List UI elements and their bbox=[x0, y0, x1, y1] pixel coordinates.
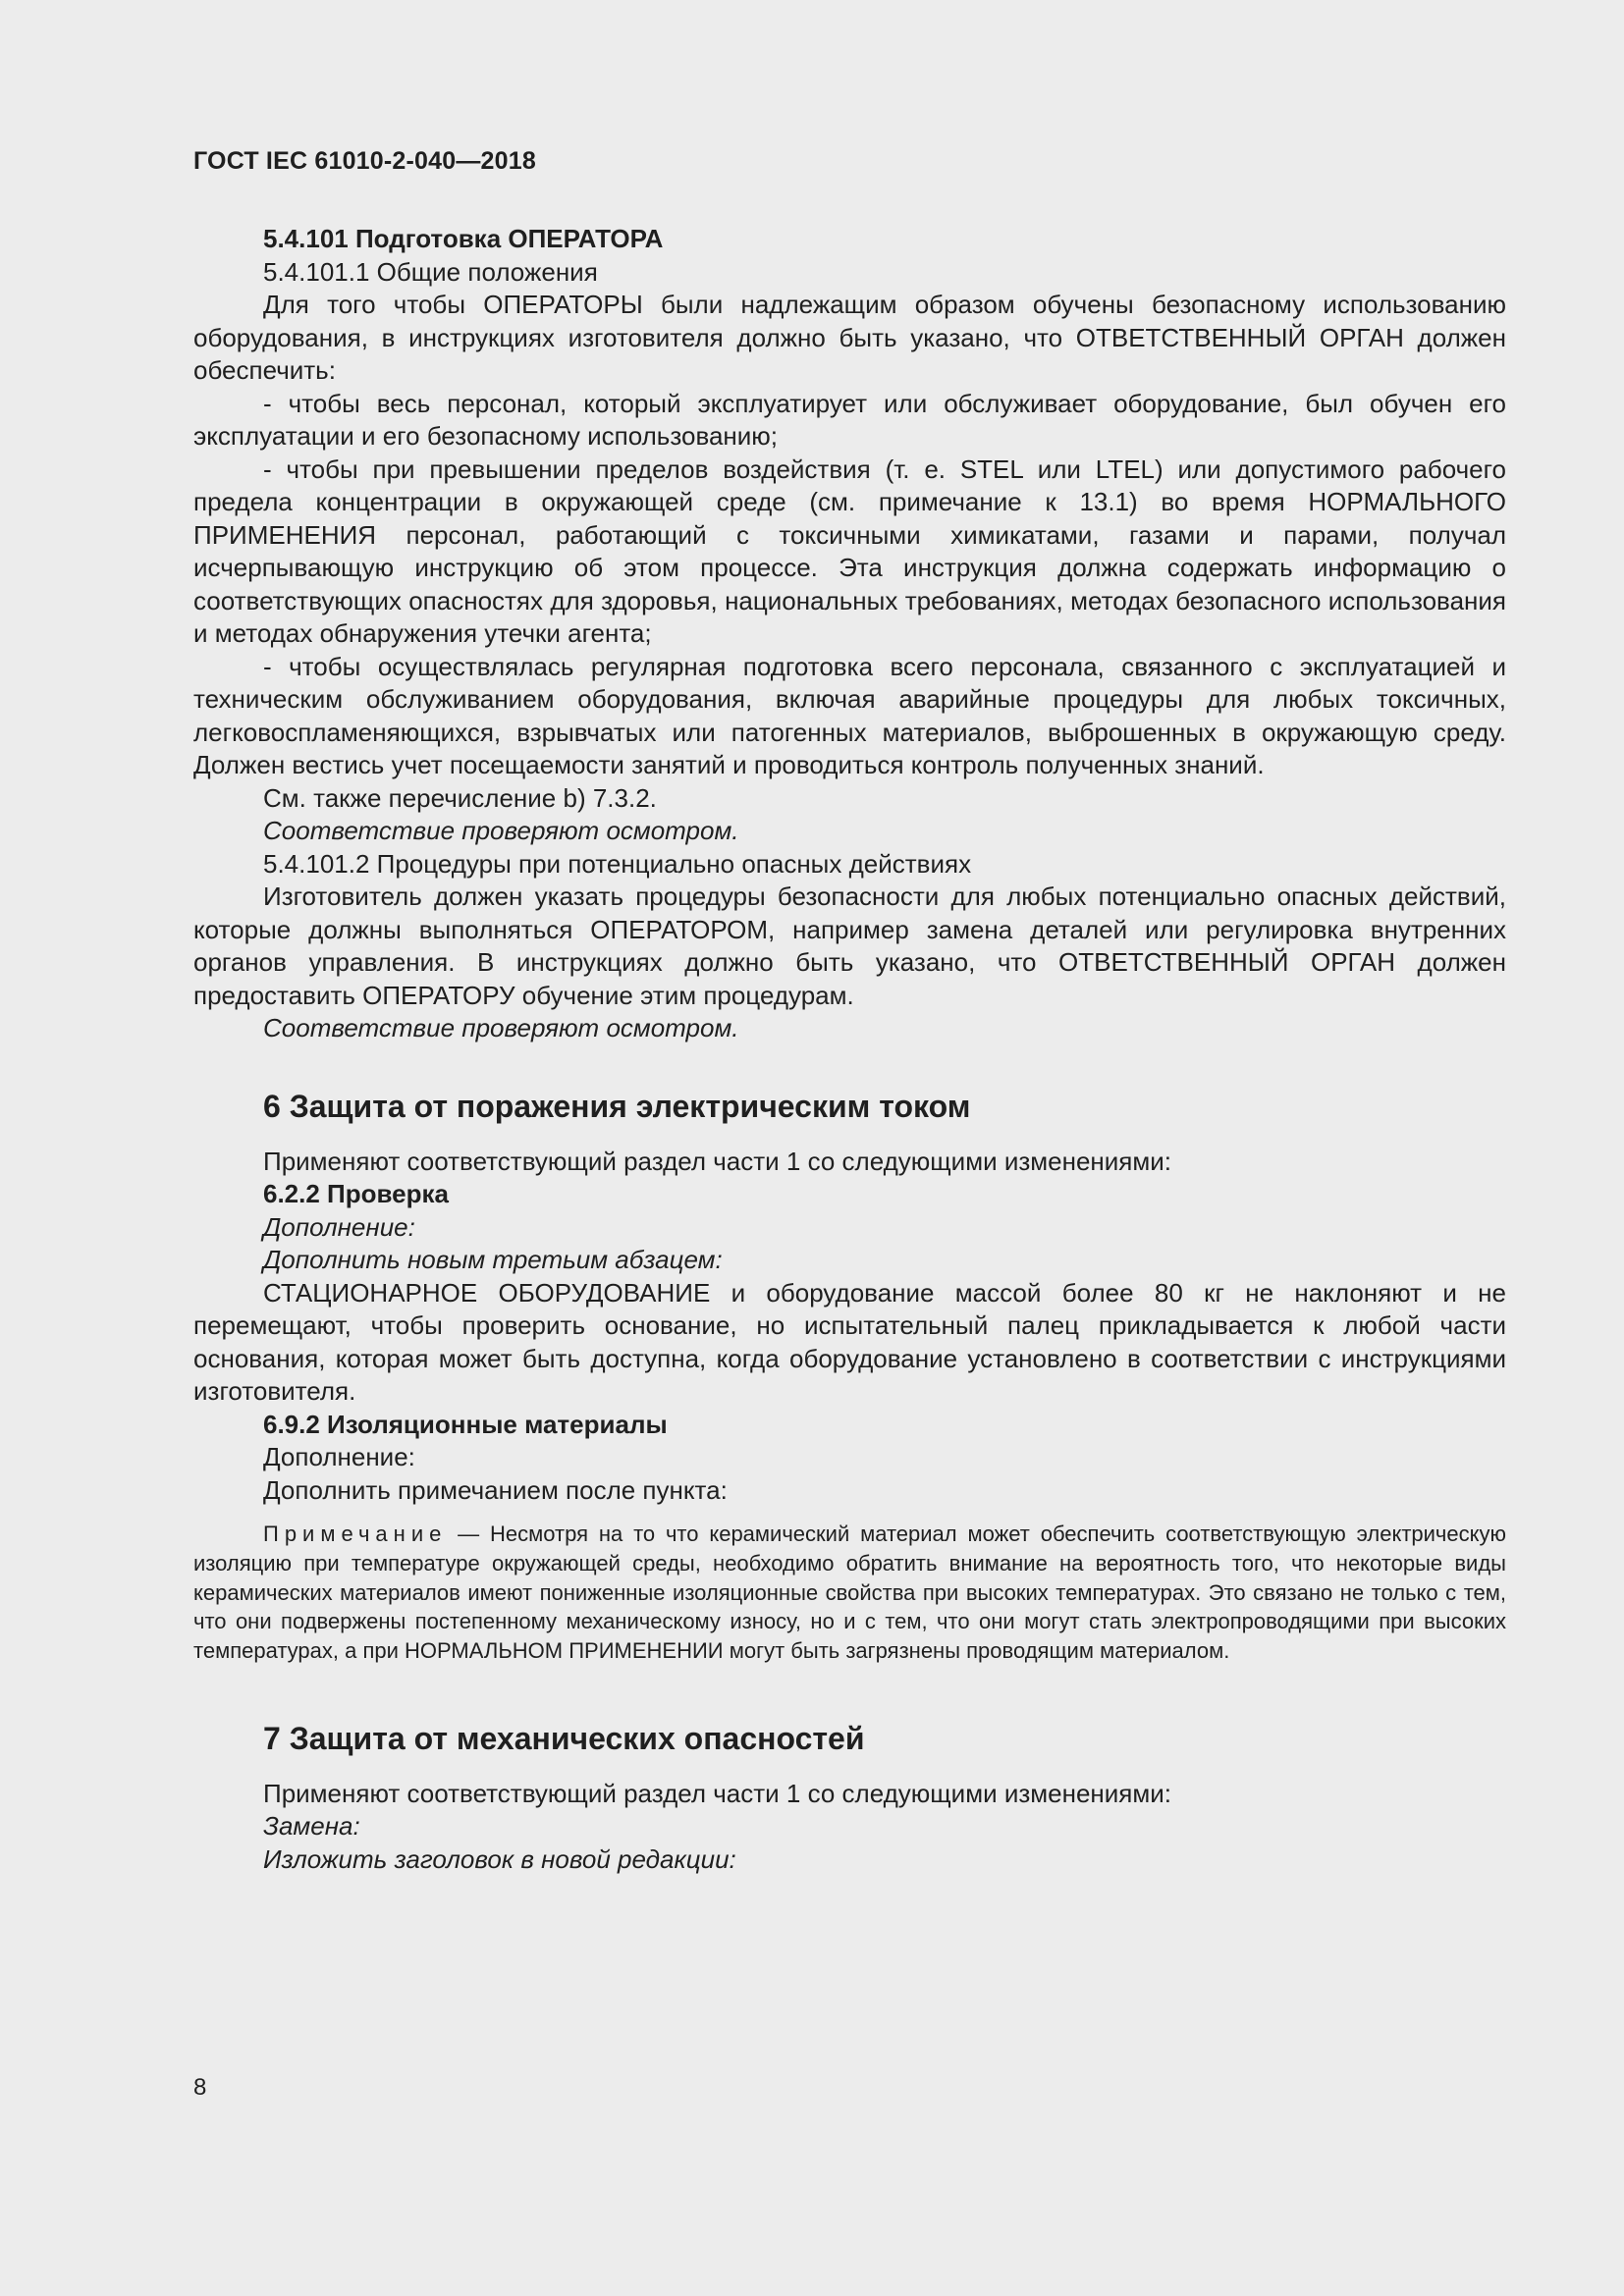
note-label: Примечание bbox=[263, 1522, 448, 1546]
paragraph: Изготовитель должен указать процедуры безопасности для любых потенциально опасных действий, которые должны выполняться ОПЕРАТОРОМ, например замена деталей или регулировка внутренних органов управления. В инструкциях должно быть указано, что ОТВЕТСТВЕННЫЙ ОРГАН должен предоставить ОПЕРАТОРУ обучение этим процедурам. bbox=[193, 881, 1506, 1010]
amendment-instruction: Дополнить новым третьим абзацем: bbox=[263, 1245, 723, 1274]
amendment-label: Дополнение: bbox=[263, 1442, 415, 1471]
paragraph: Применяют соответствующий раздел части 1 со следующими изменениями: bbox=[263, 1778, 1172, 1808]
page-number: 8 bbox=[193, 2074, 207, 2101]
paragraph: Применяют соответствующий раздел части 1 со следующими изменениями: bbox=[263, 1146, 1172, 1176]
amendment-label: Замена: bbox=[263, 1811, 360, 1842]
clause-title: 6.2.2 Проверка bbox=[263, 1179, 449, 1208]
clause-title: 6.9.2 Изоляционные материалы bbox=[263, 1409, 668, 1439]
compliance-statement: Соответствие проверяют осмотром. bbox=[263, 1013, 739, 1042]
section-heading: 7 Защита от механических опасностей bbox=[263, 1720, 865, 1756]
document-body bbox=[193, 223, 1506, 1876]
compliance-statement: Соответствие проверяют осмотром. bbox=[263, 816, 739, 845]
subclause-title: 5.4.101.2 Процедуры при потенциально опасных действиях bbox=[263, 848, 972, 879]
paragraph: СТАЦИОНАРНОЕ ОБОРУДОВАНИЕ и оборудование массой более 80 кг не наклоняют и не перемещают, чтобы проверить основание, но испытательный палец прикладывается к любой части основания, которая может быть доступна, когда оборудование установлено в соответствии с инструкциями изготовителя. bbox=[193, 1277, 1506, 1406]
note-text: — Несмотря на то что керамический материал может обеспечить соответствующую электрическую изоляцию при температуре окружающей среды, необходимо обратить внимание на вероятность того, что некоторые виды керамических материалов имеют пониженные изоляционные свойства при высоких температурах. Это связано не только с тем, что они подвержены постепенному механическому износу, но и с тем, что они могут стать электропроводящими при высоких температурах, а при НОРМАЛЬНОМ ПРИМЕНЕНИИ могут быть загрязнены проводящим материалом. bbox=[193, 1522, 1506, 1664]
list-item: - чтобы осуществлялась регулярная подготовка всего персонала, связанного с эксплуатацией и техническим обслуживанием оборудования, включая аварийные процедуры для любых токсичных, легковоспламеняющихся, взрывчатых или патогенных материалов, выброшенных в окружающую среду. Должен вестись учет посещаемости занятий и проводиться контроль полученных знаний. bbox=[193, 651, 1506, 779]
list-item: - чтобы при превышении пределов воздействия (т. е. STEL или LTEL) или допустимого рабочего предела концентрации в окружающей среде (см. примечание к 13.1) во время НОРМАЛЬНОГО ПРИМЕНЕНИЯ персонал, работающий с токсичными химикатами, газами и парами, получал исчерпывающую инструкцию об этом процессе. Эта инструкция должна содержать информацию о соответствующих опасностях для здоровья, национальных требованиях, методах безопасного использования и методах обнаружения утечки агента; bbox=[193, 454, 1506, 648]
document-header: ГОСТ IEC 61010-2-040—2018 bbox=[193, 147, 536, 175]
subclause-title: 5.4.101.1 Общие положения bbox=[263, 256, 598, 287]
see-also: См. также перечисление b) 7.3.2. bbox=[263, 782, 657, 813]
section-heading: 6 Защита от поражения электрическим током bbox=[263, 1088, 971, 1124]
amendment-instruction: Изложить заголовок в новой редакции: bbox=[263, 1843, 736, 1874]
amendment-instruction: Дополнить примечанием после пункта: bbox=[263, 1474, 728, 1505]
note bbox=[193, 1520, 1506, 1666]
amendment-label: Дополнение: bbox=[263, 1211, 415, 1242]
clause-title: 5.4.101 Подготовка ОПЕРАТОРА bbox=[263, 224, 664, 253]
list-item: - чтобы весь персонал, который эксплуатирует или обслуживает оборудование, был обучен его эксплуатации и его безопасному использованию; bbox=[193, 388, 1506, 451]
paragraph: Для того чтобы ОПЕРАТОРЫ были надлежащим образом обучены безопасному использованию оборудования, в инструкциях изготовителя должно быть указано, что ОТВЕТСТВЕННЫЙ ОРГАН должен обеспечить: bbox=[193, 290, 1506, 385]
